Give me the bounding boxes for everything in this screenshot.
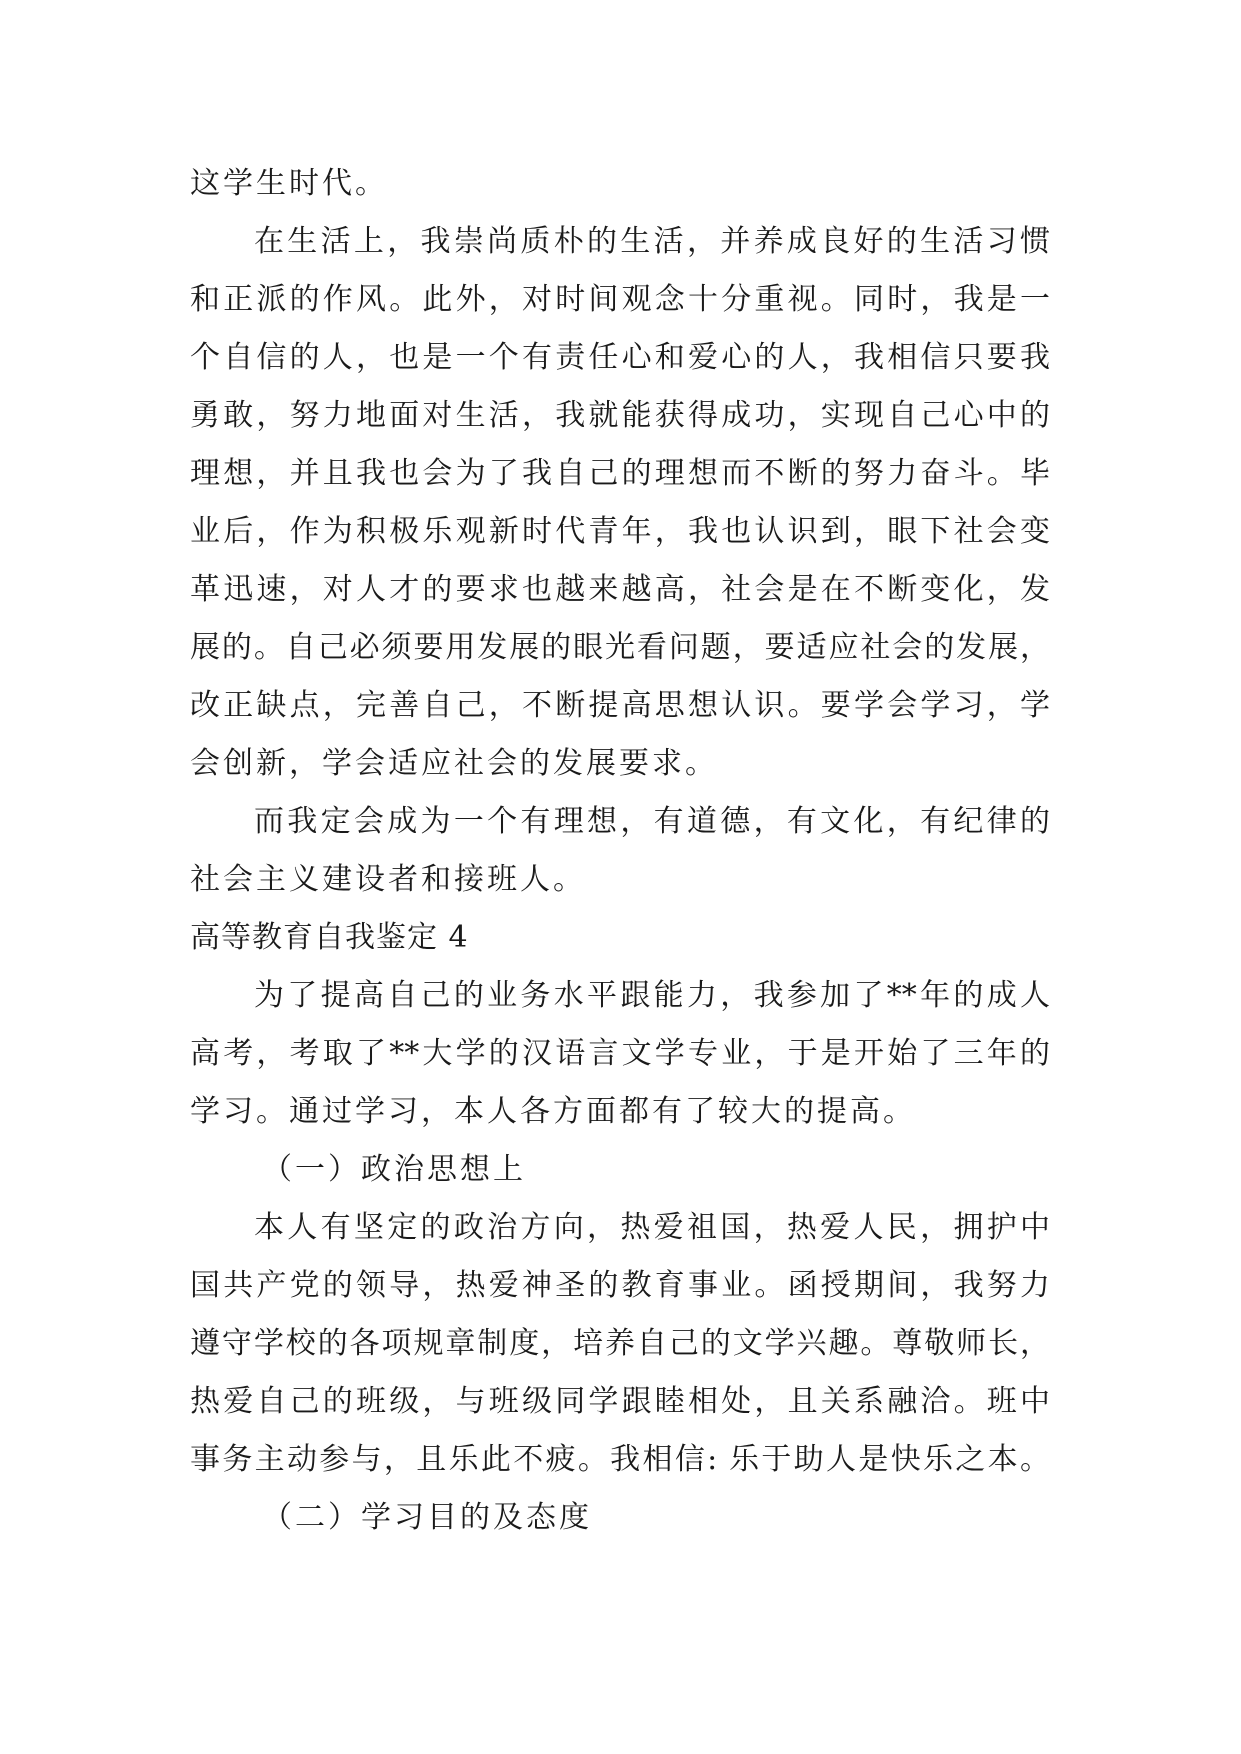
text-line: 改正缺点，完善自己，不断提高思想认识。要学会学习，学 <box>190 688 1050 723</box>
text-line: 在生活上，我崇尚质朴的生活，并养成良好的生活习惯 <box>254 224 1050 259</box>
text-line: 革迅速，对人才的要求也越来越高，社会是在不断变化，发 <box>190 572 1050 607</box>
subsection-heading: （一）政治思想上 <box>262 1152 526 1187</box>
text-line: 和正派的作风。此外，对时间观念十分重视。同时，我是一 <box>190 282 1050 317</box>
text-line: 热爱自己的班级，与班级同学跟睦相处，且关系融洽。班中 <box>190 1384 1050 1419</box>
text-line: 学习。通过学习，本人各方面都有了较大的提高。 <box>190 1094 916 1129</box>
text-line: 遵守学校的各项规章制度，培养自己的文学兴趣。尊敬师长， <box>190 1326 1050 1361</box>
text-line: 社会主义建设者和接班人。 <box>190 862 586 897</box>
text-line: 高考，考取了**大学的汉语言文学专业，于是开始了三年的 <box>190 1036 1050 1071</box>
text-line: 这学生时代。 <box>190 166 388 201</box>
text-line: 国共产党的领导，热爱神圣的教育事业。函授期间，我努力 <box>190 1268 1050 1303</box>
text-line: 个自信的人，也是一个有责任心和爱心的人，我相信只要我 <box>190 340 1050 375</box>
text-line: 事务主动参与，且乐此不疲。我相信: 乐于助人是快乐之本。 <box>190 1442 1050 1477</box>
section-heading: 高等教育自我鉴定 4 <box>190 920 469 955</box>
text-line: 展的。自己必须要用发展的眼光看问题，要适应社会的发展， <box>190 630 1050 665</box>
text-line: 业后，作为积极乐观新时代青年，我也认识到，眼下社会变 <box>190 514 1050 549</box>
text-line: 而我定会成为一个有理想，有道德，有文化，有纪律的 <box>254 804 1050 839</box>
text-line: 会创新，学会适应社会的发展要求。 <box>190 746 718 781</box>
text-line: 本人有坚定的政治方向，热爱祖国，热爱人民，拥护中 <box>254 1210 1050 1245</box>
subsection-heading: （二）学习目的及态度 <box>262 1500 592 1535</box>
text-line: 为了提高自己的业务水平跟能力，我参加了**年的成人 <box>254 978 1050 1013</box>
text-line: 理想，并且我也会为了我自己的理想而不断的努力奋斗。毕 <box>190 456 1050 491</box>
text-line: 勇敢，努力地面对生活，我就能获得成功，实现自己心中的 <box>190 398 1050 433</box>
